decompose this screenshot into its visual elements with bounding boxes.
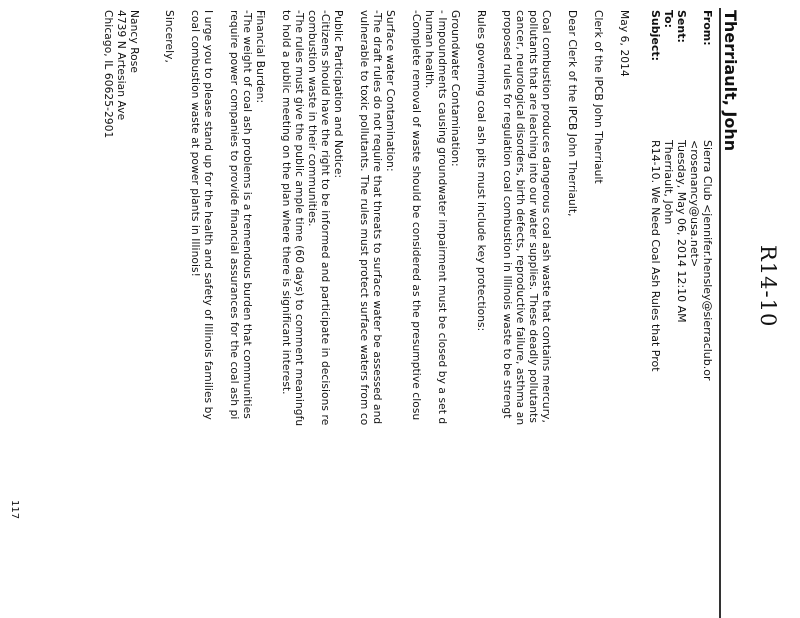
signoff: Sincerely, [163, 10, 175, 63]
signer-street: 4739 N Artesian Ave [115, 10, 127, 121]
section-line: -The weight of coal ash problems is a tremendous burden that communities [241, 10, 253, 419]
sent-value: Tuesday, May 06, 2014 12:10 AM [675, 140, 688, 323]
intro-line: Coal combustion produces dangerous coal ash waste that contains mercury, [540, 10, 552, 423]
signer-name: Nancy Rose [128, 10, 140, 73]
intro-line: pollutants that are leaching into our water supplies. These deadly pollutants [527, 10, 539, 423]
closing-line: I urge you to please stand up for the health and safety of Illinois families by [202, 10, 214, 420]
section-line: -Citizens should have the right to be informed and participate in decisions re [319, 10, 331, 426]
section-heading: Financial Burden: [254, 10, 266, 104]
closing-line: coal combustion waste at power plants in Illinois! [189, 10, 201, 277]
rules-intro: Rules governing coal ash pits must include key protections: [475, 10, 487, 332]
signer-city: Chicago, IL 60625-2901 [102, 10, 114, 139]
subject-label: Subject: [649, 10, 662, 62]
docket-number: R14-10 [756, 245, 780, 328]
section-line: vulnerable to toxic pollutants. The rules must protect surface waters from co [358, 10, 370, 426]
from-label: From: [701, 10, 714, 46]
recipient-line: Clerk of the IPCB John Therriault [592, 10, 604, 184]
section-line: -The draft rules do not require that threats to surface water be assessed and [371, 10, 383, 425]
subject-value: R14-10. We Need Coal Ash Rules that Prot [649, 140, 662, 372]
sender-name-heading: Therriault, John [721, 10, 740, 152]
section-heading: Groundwater Contamination: [449, 10, 461, 167]
section-line: combustion waste in their communities. [306, 10, 318, 227]
section-line: -The rules must give the public ample time (60 days) to comment meaningfu [293, 10, 305, 427]
section-line: - Impoundments causing groundwater impairment must be closed by a set d [436, 10, 448, 425]
intro-line: proposed rules for regulation coal combustion in Illinois waste to be strengt [501, 10, 513, 419]
from-value: Sierra Club <jennifer.hensley@sierraclub.or [701, 140, 714, 381]
section-heading: Surface water Contamination: [384, 10, 396, 172]
page-number: 117 [9, 500, 20, 520]
to-value: Therriault, John [662, 140, 675, 225]
letter-date: May 6, 2014 [618, 10, 630, 77]
section-line: human health. [423, 10, 435, 89]
to-label: To: [662, 10, 675, 28]
header-rule [719, 8, 721, 618]
section-line: require power companies to provide financial assurances for the coal ash pi [228, 10, 240, 420]
section-line: -Complete removal of waste should be considered as the presumptive closu [410, 10, 422, 421]
salutation: Dear Clerk of the IPCB John Therriault, [566, 10, 578, 217]
section-heading: Public Participation and Notice: [332, 10, 344, 179]
from-value-email: <rosenancy@usa.net> [688, 140, 701, 268]
section-line: to hold a public meeting on the plan where there is significant interest. [280, 10, 292, 395]
sent-label: Sent: [675, 10, 688, 43]
intro-line: cancer, neurological disorders, birth defects, reproductive failure, asthma an [514, 10, 526, 426]
